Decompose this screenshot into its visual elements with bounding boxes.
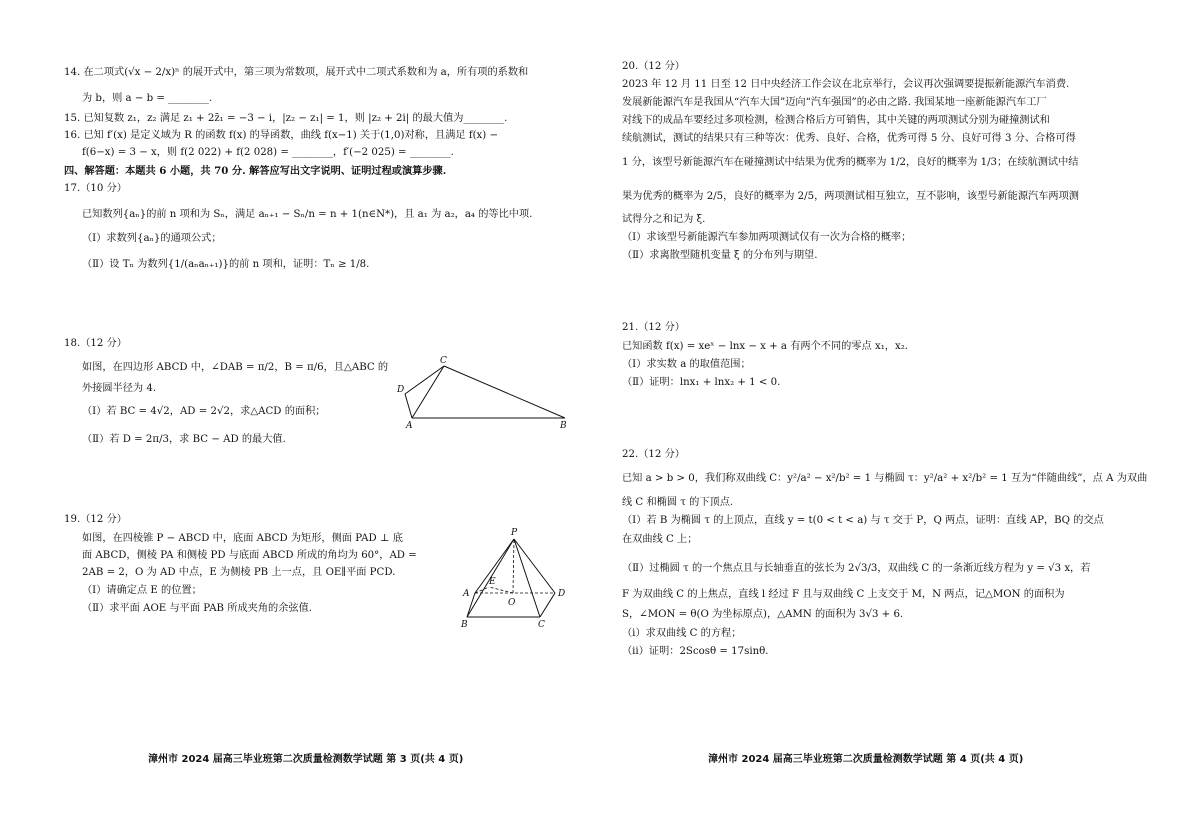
question-17-part-2: （Ⅱ）设 Tₙ 为数列{1/(aₙaₙ₊₁)}的前 n 项和，证明：Tₙ ≥ 1/8.: [82, 259, 370, 270]
question-16-line-2: f(6−x) = 3 − x，则 f(2 022) + f(2 028) = ________，f′(−2 025) = ________.: [82, 147, 454, 158]
question-21-heading: 21.（12 分）: [622, 322, 685, 333]
point-e-label: E: [489, 577, 496, 587]
question-20-heading: 20.（12 分）: [622, 61, 685, 72]
question-22-line-7: S，∠MON = θ(O 为坐标原点)，△AMN 的面积为 3√3 + 6.: [622, 609, 904, 620]
vertex-c-label: C: [538, 620, 545, 630]
question-20-part-2: （Ⅱ）求离散型随机变量 ξ 的分布列与期望.: [622, 250, 818, 261]
question-22-sub-ii: （ⅱ）证明：2Scosθ = 17sinθ.: [622, 646, 769, 657]
vertex-d-label: D: [558, 589, 566, 599]
question-18-line-1: 如图，在四边形 ABCD 中，∠DAB = π/2，B = π/6，且△ABC 的: [82, 362, 389, 373]
question-20-line-1: 2023 年 12 月 11 日至 12 日中央经济工作会议在北京举行，会议再次强调要提振新能源汽车消费.: [622, 79, 1070, 90]
page-4-footer: 漳州市 2024 届高三毕业班第二次质量检测数学试题 第 4 页(共 4 页): [708, 754, 1024, 765]
question-20-line-5: 1 分，该型号新能源汽车在碰撞测试中结果为优秀的概率为 1/2，良好的概率为 1/3；在续航测试中结: [622, 157, 1079, 168]
vertex-d-label: D: [397, 385, 405, 395]
question-18-line-2: 外接圆半径为 4.: [82, 383, 157, 394]
vertex-b-label: B: [560, 421, 567, 430]
point-o-label: O: [508, 598, 516, 608]
question-22-part-1: （Ⅰ）若 B 为椭圆 τ 的上顶点，直线 y = t(0 < t < a) 与 τ 交于 P，Q 两点，证明：直线 AP，BQ 的交点: [622, 515, 1104, 526]
vertex-b-label: B: [461, 620, 468, 630]
question-21-line-1: 已知函数 f(x) = xeˣ − lnx − x + a 有两个不同的零点 x₁，x₂.: [622, 341, 909, 352]
question-22-line-1: 已知 a > b > 0，我们称双曲线 C：y²/a² − x²/b² = 1 与椭圆 τ：y²/a² + x²/b² = 1 互为“伴随曲线”，点 A 为双曲: [622, 473, 1148, 484]
question-15: 15. 已知复数 z₁，z₂ 满足 z₁ + 2z̄₁ = −3 − i，|z₂ − z₁| = 1，则 |z₂ + 2i| 的最大值为________.: [64, 113, 508, 124]
question-20-line-2: 发展新能源汽车是我国从“汽车大国”迈向“汽车强国”的必由之路. 我国某地一座新能源汽车工厂: [622, 97, 1047, 108]
question-22-line-4: 在双曲线 C 上；: [622, 534, 698, 545]
question-20-part-1: （Ⅰ）求该型号新能源汽车参加两项测试仅有一次为合格的概率；: [622, 232, 912, 243]
question-17-part-1: （Ⅰ）求数列{aₙ}的通项公式；: [82, 233, 222, 244]
question-17-heading: 17.（10 分）: [64, 183, 127, 194]
page-3-footer: 漳州市 2024 届高三毕业班第二次质量检测数学试题 第 3 页(共 4 页): [148, 754, 464, 765]
pyramid-pabcd-figure: [455, 525, 575, 633]
question-22-heading: 22.（12 分）: [622, 449, 685, 460]
question-17-line-1: 已知数列{aₙ}的前 n 项和为 Sₙ，满足 aₙ₊₁ − Sₙ/n = n + 1(n∈N*)，且 a₁ 为 a₂，a₄ 的等比中项.: [82, 209, 533, 220]
question-22-line-2: 线 C 和椭圆 τ 的下顶点.: [622, 497, 734, 508]
question-14-line-1: 14. 在二项式(√x − 2/x)ⁿ 的展开式中，第三项为常数项，展开式中二项式系数和为 a，所有项的系数和: [64, 67, 529, 78]
vertex-c-label: C: [440, 356, 447, 366]
question-14-line-2: 为 b，则 a − b = ________.: [82, 93, 213, 104]
question-18-part-1: （Ⅰ）若 BC = 4√2，AD = 2√2，求△ACD 的面积；: [82, 406, 326, 417]
question-18-heading: 18.（12 分）: [64, 338, 127, 349]
question-21-part-1: （Ⅰ）求实数 a 的取值范围；: [622, 359, 751, 370]
question-22-line-6: F 为双曲线 C 的上焦点，直线 l 经过 F 且与双曲线 C 上支交于 M，N 两点，记△MON 的面积为: [622, 589, 1065, 600]
question-19-part-2: （Ⅱ）求平面 AOE 与平面 PAB 所成夹角的余弦值.: [82, 603, 313, 614]
quadrilateral-abcd-figure: [392, 350, 582, 430]
question-19-line-1: 如图，在四棱锥 P − ABCD 中，底面 ABCD 为矩形，侧面 PAD ⊥ 底: [82, 533, 403, 544]
question-16-line-1: 16. 已知 f′(x) 是定义域为 R 的函数 f(x) 的导函数，曲线 f(x−1) 关于(1,0)对称，且满足 f(x) −: [64, 130, 499, 141]
question-20-line-7: 试得分之和记为 ξ.: [622, 214, 706, 225]
question-20-line-6: 果为优秀的概率为 2/5，良好的概率为 2/5，两项测试相互独立，互不影响，该型号新能源汽车两项测: [622, 191, 1079, 202]
question-21-part-2: （Ⅱ）证明：lnx₁ + lnx₂ + 1 < 0.: [622, 377, 781, 388]
vertex-p-label: P: [511, 528, 518, 538]
question-18-part-2: （Ⅱ）若 D = 2π/3，求 BC − AD 的最大值.: [82, 434, 286, 445]
question-20-line-4: 续航测试，测试的结果只有三种等次：优秀、良好、合格，优秀可得 5 分、良好可得 3 分、合格可得: [622, 133, 1076, 144]
question-19-line-3: 2AB = 2，O 为 AD 中点，E 为侧棱 PB 上一点，且 OE∥平面 PCD.: [82, 567, 396, 578]
question-20-line-3: 对线下的成品车要经过多项检测，检测合格后方可销售，其中关键的两项测试分别为碰撞测试和: [622, 115, 1050, 126]
section-4-heading: 四、解答题：本题共 6 小题，共 70 分. 解答应写出文字说明、证明过程或演算步骤.: [64, 165, 447, 177]
question-19-heading: 19.（12 分）: [64, 514, 127, 525]
vertex-a-label: A: [406, 421, 413, 430]
question-19-part-1: （Ⅰ）请确定点 E 的位置；: [82, 585, 202, 596]
vertex-a-label: A: [463, 589, 470, 599]
question-22-sub-i: （ⅰ）求双曲线 C 的方程；: [622, 628, 742, 639]
question-19-line-2: 面 ABCD，侧棱 PA 和侧棱 PD 与底面 ABCD 所成的角均为 60°，AD =: [82, 550, 417, 561]
question-22-part-2: （Ⅱ）过椭圆 τ 的一个焦点且与长轴垂直的弦长为 2√3/3，双曲线 C 的一条渐近线方程为 y = √3 x，若: [622, 563, 1091, 574]
